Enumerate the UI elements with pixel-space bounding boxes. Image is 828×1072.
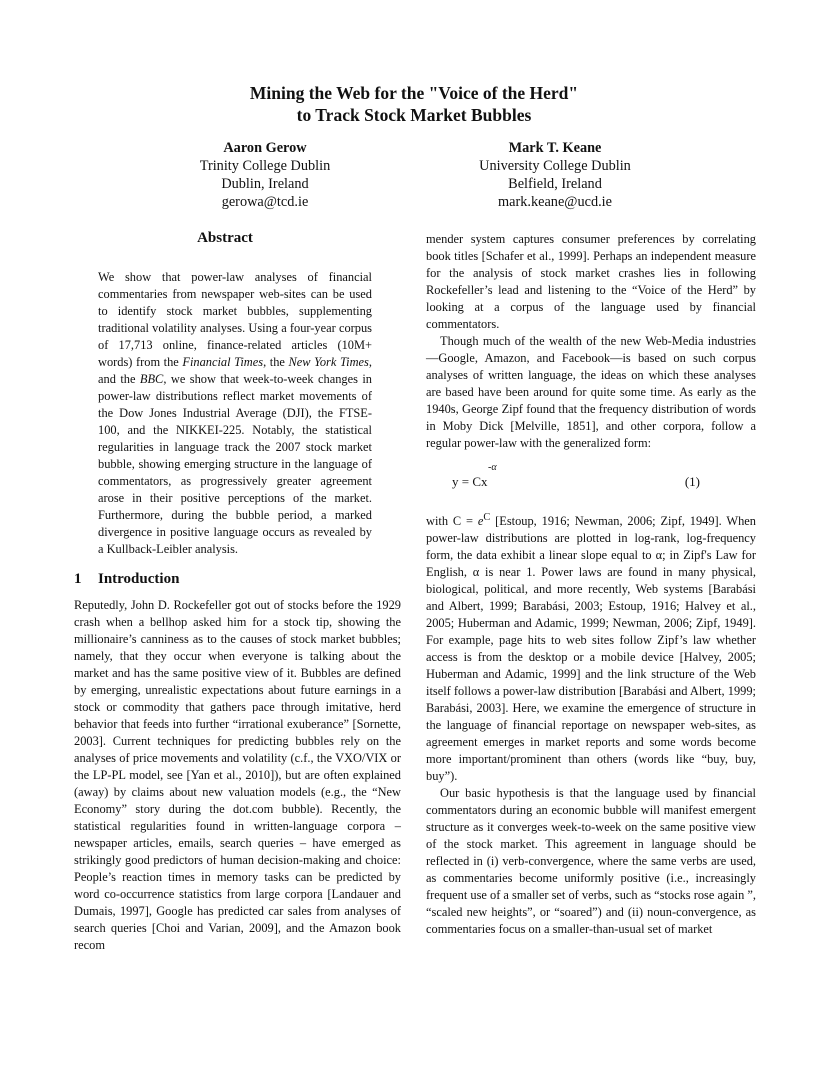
abstract-text [98, 269, 372, 558]
equation-exponent: -α [488, 462, 497, 473]
title-line-2: to Track Stock Market Bubbles [296, 105, 532, 125]
author-name: Aaron Gerow [223, 140, 307, 156]
math-superscript-c: C [483, 512, 491, 523]
author-email: mark.keane@ucd.ie [498, 194, 612, 210]
equation-body: y = Cx [452, 474, 488, 489]
author-email: gerowa@tcd.ie [221, 194, 309, 210]
right-column-top [426, 231, 756, 452]
section-number: 1 [74, 571, 82, 587]
abstract-segment: , we show that week-to-week changes in power-law distributions reflect market movements of the Dow Jones Industrial Average (DJI), the FTSE-100, and the NIKKEI-225. Notably, the statistical regularities in language track the 2007 stock market bubble, showing emerging structure in the language of commentators, as progressively greater agreement arose in their positive perceptions of the market. Furthermore, during the bubble period, a marked divergence in positive language occurs as revealed by a Kullback-Leibler analysis. [98, 372, 372, 556]
title-line-1: Mining the Web for the "Voice of the Herd" [249, 83, 579, 103]
right-column-bottom [426, 509, 756, 938]
abstract-segment: , the [263, 355, 289, 369]
abstract-heading: Abstract [197, 230, 253, 246]
equation-1 [426, 462, 756, 496]
text-segment: [Estoup, 1916; Newman, 2006; Zipf, 1949]. When power-law distributions are plotted in log-rank, log-frequency form, the data exhibit a linear slope equal to α; in Zipf's Law for English, α is near 1. Power laws are found in many physical, biological, political, and more recently, Web systems [Barabási and Albert, 1999; Barabási, 2003; Estoup, 1916; Halvey et al., 2005; Huberman and Adamic, 1999; Newman, 2006; Zipf, 1949]. For example, page hits to web sites follow Zipf’s law whether access is from the desktop or a mobile device [Halvey, 2005; Huberman and Adamic, 1999] and the link structure of the Web itself follows a power-law distribution [Barabási and Albert, 1999; Barabási, 2003]. Here, we examine the emergence of structure in the language of financial reportage on newspaper web-sites, as agreement emerges in market reports and some words become more important/prominent than others (words like “buy, buy, buy”). [426, 514, 756, 784]
section-title: Introduction [98, 571, 180, 587]
author-block-1 [135, 139, 395, 211]
author-location: Dublin, Ireland [221, 176, 309, 192]
author-block-2 [425, 139, 685, 211]
left-column [74, 597, 401, 954]
abstract-source-bbc: BBC [139, 372, 164, 386]
author-location: Belfield, Ireland [508, 176, 602, 192]
equation-number: (1) [684, 474, 700, 489]
author-affiliation: Trinity College Dublin [199, 158, 331, 174]
abstract-segment: , and the [98, 355, 372, 386]
abstract-segment: We show that power-law analyses of financial commentaries from newspaper web-sites can be used to identify stock market bubbles, supplementing traditional volatility analyses. Using a four-year corpus of 17,713 online, finance-related articles (10M+ words) from the [98, 270, 372, 369]
intro-paragraph-1: Reputedly, John D. Rockefeller got out of stocks before the 1929 crash when a bellhop asked him for a stock tip, showing the millionaire’s canniness as to the causes of stock market bubbles; namely, that they occur when everyone is talking about the market and has the same positive view of it. Bubbles are defined by emerging, unrealistic expectations about future earnings in a stock or commodity that gathers pace through imitative, herd behavior that feeds into further “irrational exuberance” [Sornette, 2003]. Current techniques for predicting bubbles rely on the analyses of price movements and volatility (c.f., the VXO/VIX or the LP-PL model, see [Yan et al., 2010]), but are often explained (away) by claims about new valuation models (e.g., the “New Economy” story during the dot.com bubble). Recently, the statistical regularities found in written-language corpora – newspaper articles, emails, search queries – have emerged as strikingly good predictors of human decision-making and choice: People’s reaction times in memory tasks can be predicted by word co-occurrence statistics from large corpora [Landauer and Dumais, 1997], Google has predicted car sales from analyses of search queries [Choi and Varian, 2009], and the Amazon book recom [74, 598, 401, 952]
math-e: e [477, 514, 484, 529]
right-paragraph-2: Though much of the wealth of the new Web-Media industries—Google, Amazon, and Facebook—is based on such corpus analyses of written language, the ideas on which these analyses are based have been around for quite some time. As early as the 1940s, George Zipf found that the frequency distribution of words in Moby Dick [Melville, 1851], and other corpora, follow a regular power-law with the generalized form: [426, 334, 756, 450]
author-affiliation: University College Dublin [479, 158, 631, 174]
abstract-source-ft: Financial Times [182, 355, 264, 369]
right-paragraph-1: mender system captures consumer preferences by correlating book titles [Schafer et al., 1999]. Perhaps an independent measure for the analysis of stock market crashes lies in following Rockefeller’s lead and listening to the “Voice of the Herd” by looking at a corpus of the language used by financial commentators. [426, 232, 756, 331]
text-segment: with C = [426, 514, 478, 529]
section-heading-introduction [74, 571, 179, 588]
author-name: Mark T. Keane [508, 140, 602, 156]
abstract-source-nyt: New York Times [288, 355, 369, 369]
paper-title [0, 82, 828, 126]
right-paragraph-3 [426, 509, 756, 785]
right-paragraph-4: Our basic hypothesis is that the language used by financial commentators during an economic bubble will manifest emergent structure as it converges week-to-week on the same positive view of the stock market. This agreement in language should be reflected in (i) verb-convergence, where the same verbs are used, as commentaries become uniformly positive (i.e., increasingly frequent use of a smaller set of verbs, such as “stocks rose again ”, “scaled new heights”, or “soared”) and (ii) noun-convergence, as commentaries focus on a smaller-than-usual set of market [426, 786, 756, 937]
